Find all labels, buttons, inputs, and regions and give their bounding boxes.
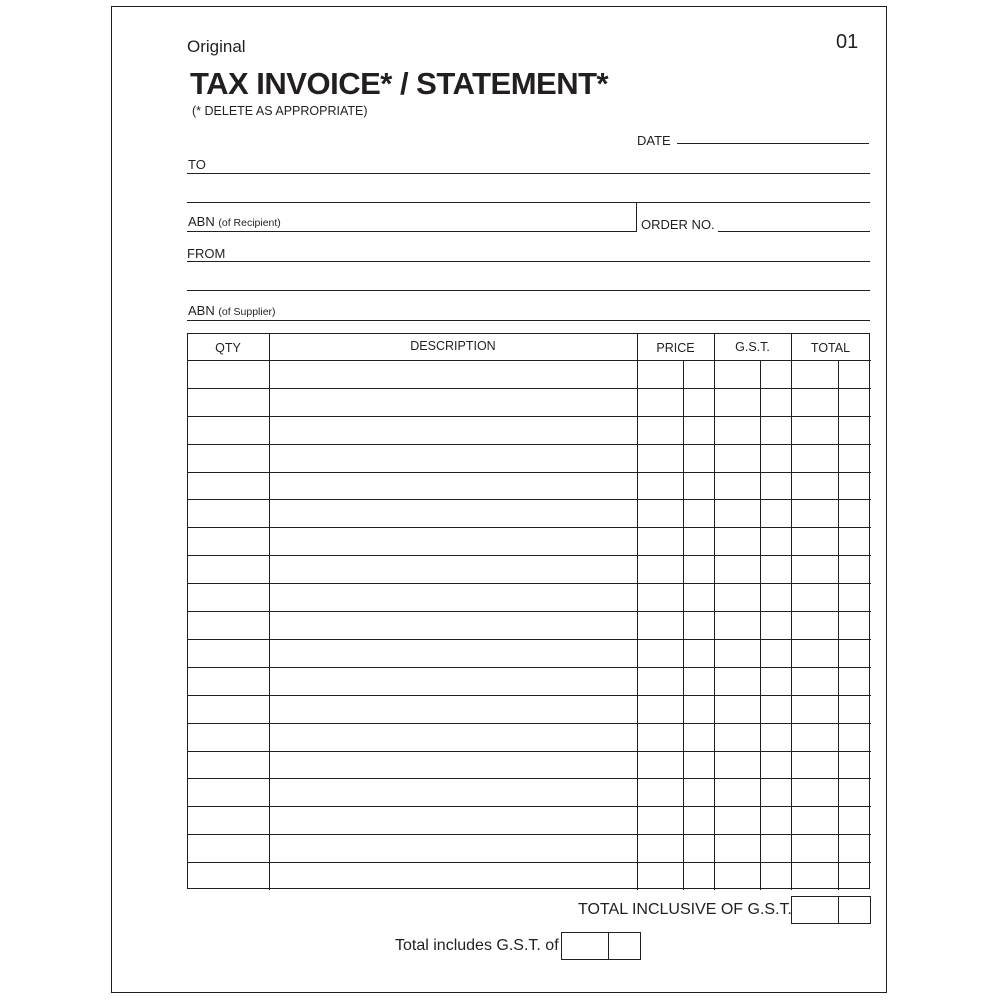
table-header-divider bbox=[188, 360, 871, 361]
to-field-line-2[interactable] bbox=[187, 202, 870, 203]
form-number: 01 bbox=[836, 31, 859, 53]
table-row-divider bbox=[188, 806, 871, 807]
table-subcolumn-divider bbox=[838, 360, 839, 890]
total-inclusive-label: TOTAL INCLUSIVE OF G.S.T. bbox=[578, 901, 792, 918]
table-column-divider bbox=[637, 334, 638, 890]
abn-supplier-label: ABN (of Supplier) bbox=[188, 303, 276, 318]
abn-recipient-label: ABN (of Recipient) bbox=[188, 214, 281, 229]
table-row-divider bbox=[188, 611, 871, 612]
table-row-divider bbox=[188, 862, 871, 863]
table-row-divider bbox=[188, 472, 871, 473]
table-row-divider bbox=[188, 444, 871, 445]
table-row-divider bbox=[188, 834, 871, 835]
table-row-divider bbox=[188, 723, 871, 724]
copy-label: Original bbox=[187, 37, 246, 56]
column-header-description: DESCRIPTION bbox=[410, 339, 496, 353]
table-row-divider bbox=[188, 555, 871, 556]
table-row-divider bbox=[188, 388, 871, 389]
line-items-table bbox=[187, 333, 870, 889]
table-row-divider bbox=[188, 639, 871, 640]
total-inclusive-box-divider bbox=[838, 896, 839, 924]
gst-included-label: Total includes G.S.T. of bbox=[395, 937, 559, 954]
column-header-total: TOTAL bbox=[810, 341, 851, 355]
from-label: FROM bbox=[187, 246, 226, 261]
from-field-line-2[interactable] bbox=[187, 290, 870, 291]
field-divider bbox=[636, 202, 637, 232]
order-no-label: ORDER NO. bbox=[641, 217, 715, 232]
total-inclusive-box[interactable] bbox=[791, 896, 871, 924]
table-row-divider bbox=[188, 499, 871, 500]
column-header-gst: G.S.T. bbox=[735, 340, 770, 354]
table-subcolumn-divider bbox=[760, 360, 761, 890]
page-subtitle: (* DELETE AS APPROPRIATE) bbox=[192, 104, 368, 118]
date-field[interactable] bbox=[677, 143, 869, 144]
gst-included-box-divider bbox=[608, 932, 609, 960]
to-label: TO bbox=[188, 157, 206, 172]
gst-included-box[interactable] bbox=[561, 932, 641, 960]
table-column-divider bbox=[269, 334, 270, 890]
table-subcolumn-divider bbox=[683, 360, 684, 890]
page-title: TAX INVOICE* / STATEMENT* bbox=[190, 66, 609, 101]
abn-recipient-field[interactable] bbox=[187, 231, 636, 232]
table-row-divider bbox=[188, 527, 871, 528]
abn-supplier-field[interactable] bbox=[187, 320, 870, 321]
from-field-line-1[interactable] bbox=[187, 261, 870, 262]
table-column-divider bbox=[714, 334, 715, 890]
date-label: DATE bbox=[637, 133, 671, 148]
table-row-divider bbox=[188, 778, 871, 779]
table-column-divider bbox=[791, 334, 792, 890]
table-row-divider bbox=[188, 667, 871, 668]
table-row-divider bbox=[188, 583, 871, 584]
column-header-qty: QTY bbox=[215, 341, 241, 355]
table-row-divider bbox=[188, 695, 871, 696]
order-no-field[interactable] bbox=[718, 231, 870, 232]
table-row-divider bbox=[188, 751, 871, 752]
table-row-divider bbox=[188, 416, 871, 417]
to-field-line-1[interactable] bbox=[187, 173, 870, 174]
column-header-price: PRICE bbox=[656, 341, 695, 355]
